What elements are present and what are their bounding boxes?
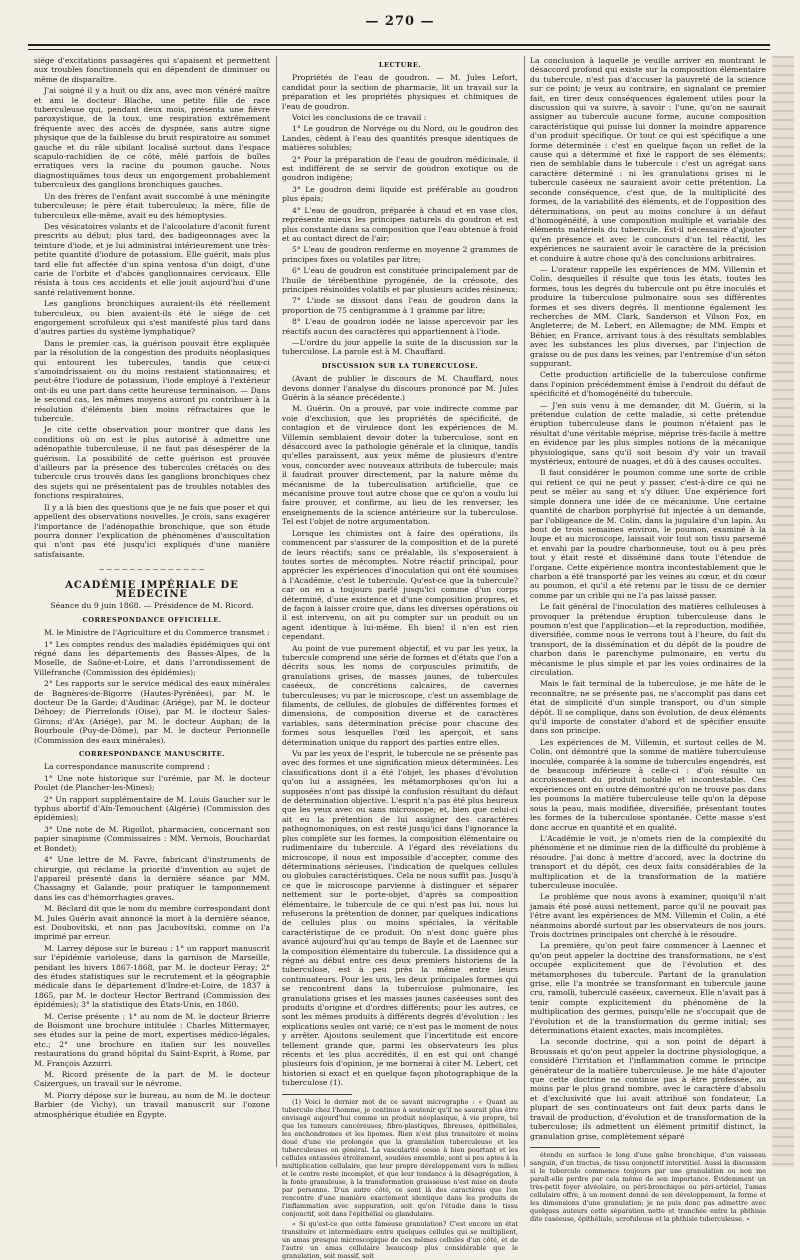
paragraph: Le problème que nous avons à examiner, quoiqu'il n'ait jamais été posé aussi nettement, parce qu'il ne pouvait pas l'être avant les expériences de MM. Villemin et Colin, a été néanmoins abordé surtout par les observateurs de nos jours. Trois doctrines principales ont cherché à le résoudre. <box>530 892 766 939</box>
paragraph: 2° Les rapports sur le service médical des eaux minérales de Bagnères-de-Bigorre (Hautes-Pyrénées), par M. le docteur De la Garde; d'Audinac (Ariége), par M. le docteur Déhoey; de Pierrefonds (Oise), par M. le docteur Sales-Girons; d'Ax (Ariége), par M. le docteur Auphan; de la Bourboule (Puy-de-Dôme), par M. le docteur Perionnelle (Commission des eaux minérales). <box>34 679 270 745</box>
paragraph: M. Larrey dépose sur le bureau : 1° un rapport manuscrit sur l'épidémie varioleuse, dans la garnison de Marseille, pendant les hivers 1867-1868, par M. le docteur Feray; 2° des études statistiques sur le recrutement et la géographie médicale dans le département d'Indre-et-Loire, de 1837 à 1865, par M. le docteur Hector Bertrand (Commission des épidémies); 3° la statistique des États-Unis, en 1860. <box>34 943 270 1010</box>
paragraph: —L'ordre du jour appelle la suite de la discussion sur la tuberculose. La parole est à M. Chauffard. <box>282 337 518 357</box>
column-2 <box>282 56 518 1260</box>
paragraph: 5° L'eau de goudron renferme en moyenne 2 grammes de principes fixes ou volatiles par litre; <box>282 245 518 264</box>
subsection-title: LECTURE. <box>378 61 422 69</box>
footnote: (1) Voici le dernier mot de ce savant micrographe : « Quant au tubercule chez l'homme, je continue à soutenir qu'il ne saurait plus être envisagé aujourd'hui comme un produit néoplasique, à vie propre, tel que les tumeurs cancéreuses, fibro-plastiques, fibreuses, épithéliales, les enchondromes et les lipomes. Rien n'est plus transitoire et moins doué d'une vie prolongée que la granulation tuberculeuse et les tuberculeuses en général. La vascularité cesse à bien pourtant et les cellules entassées étroitement, soudées ensemble, sont si peu aptes à la multiplication cellulaire, que leur propre développement vers le milieu et le centre reste incomplet, et que leur tendance à la désagrégation, à la fonte granuleuse, à la transformation graisseuse n'est mise en doute par personne. D'un autre côté, ce sont là des caractères que l'on rencontre d'une manière exactement identique dans les produits de l'inflammation avec suppuration, soit qu'on l'étudie dans le tissu conjonctif, soit dans l'épithélial ou glandulaire. <box>282 1097 518 1218</box>
header-rule-thin <box>28 49 770 50</box>
paragraph: 1° Les comptes rendus des maladies épidémiques qui ont régné dans les départements des Basses-Alpes, de la Moselle, de Saône-et-Loire, et dans l'arrondissement de Villefranche (Commission des épidémies); <box>34 639 270 677</box>
session-line: Séance du 9 juin 1868. — Présidence de M. Ricord. <box>50 601 254 611</box>
paragraph: Des vésicatoires volants et de l'alcoolature d'aconit furent prescrits au début; plus tard, des badigeonnages avec la teinture d'iode, et je lui administrai intérieurement une très-petite quantité d'iodure de potassium. Elle guérit, mais plus tard elle fut affectée d'un spina ventosa d'un doigt, d'une carie de l'orbite et d'abcès ganglionnaires cervicaux. Elle résista à tous ces accidents et elle jouit aujourd'hui d'une santé relativement bonne. <box>34 221 270 297</box>
paragraph: siége d'excitations passagères qui s'apaisent et permettent aux troubles fonctionnels qui en dépendent de diminuer ou même de disparaître. <box>34 56 270 84</box>
column-divider <box>524 56 525 1167</box>
paragraph: Mais le fait terminal de la tuberculose, je me hâte de le reconnaître, ne se présente pas, ne s'accomplit pas dans cet état de simplicité d'un simple transport, ou d'un simple dépôt. Il se complique, dans son évolution, de deux éléments qu'il importe de constater d'abord et de spécifier ensuite dans son principe. <box>530 679 766 736</box>
paragraph: Le fait général de l'inoculation des matières celluleuses à provoquer la prétendue éruption tuberculeuse dans le poumon n'est que l'application—et la reproduction, modifiée, diversifiée, comme nous le verrons tout à l'heure, du fait du transport, de la dissémination et du dépôt de la poudre de charbon dans le parenchyme pulmonaire, en vertu du mécanisme le plus simple et par les voies ordinaires de la circulation. <box>530 602 766 677</box>
paragraph: La seconde doctrine, qui a son point de départ à Broussais et qu'on peut appeler la doctrine physiologique, a considéré l'irritation et l'inflammation comme le principe générateur de la matière tuberculeuse. Je me hâte d'ajouter que cette doctrine ne continue pas à être professée, au moins par le plus grand nombre, avec le caractère d'absolu et d'exclusivité que lui avait attribué son fondateur. La plupart de ses continuateurs ont fait deux parts dans le travail de production, d'évolution et de transformation de la tuberculose; ils admettent un élément primitif distinct, la granulation grise, complètement séparé <box>530 1037 766 1141</box>
paragraph: (Avant de publier le discours de M. Chauffard, nous devons donner l'analyse du discours prononcé par M. Jules Guérin à la séance précédente.) <box>282 374 518 402</box>
subsection-title: CORRESPONDANCE MANUSCRITE. <box>79 750 225 759</box>
paragraph: M. Ricord présente de la part de M. le docteur Caizergues, un travail sur le névrome. <box>34 1070 270 1089</box>
paragraph: La conclusion à laquelle je veuille arriver en montrant le désaccord profond qui existe sur la composition élémentaire du tubercule, n'est pas d'accuser la pauvreté de la science sur ce point; je veux au contraire, en signalant ce premier fait, en tirer deux conséquences également utiles pour la discussion qui va suivre, à savoir : l'une, qu'on ne saurait assigner au tubercule aucune forme, aucune composition caractéristique qui puisse lui donner la moindre apparence d'un produit spécifique. Or tout ce qui est spécifique a une forme déterminée : c'est en quelque façon un reflet de la cause qui a déterminé et fixé le rapport de ses éléments; rien de semblable dans le tubercule : c'est un agrégat sans caractère déterminé : ni les granulations grises ni le tubercule caséeux ne sauraient avoir cette prétention. La seconde conséquence, c'est que, de la multiplicité des formes, de la variabilité des éléments, et de l'opposition des déterminations, on peut au moins conclure à un défaut d'homogénéité, à une composition multiple et variable des éléments matériels du tubercule. Est-il nécessaire d'ajouter qu'en présence et avec le concours d'un tel réactif, les expériences ne sauraient avoir le caractère de la précision et conduire à autre chose qu'à des conclusions arbitraires. <box>530 56 766 263</box>
paragraph: M. Béclard dit que le nom du membre correspondant dont M. Jules Guérin avait annoncé la mort à la dernière séance, est Doubovitski, et non pas Jacubovitski, comme on l'a imprimé par erreur. <box>34 904 270 942</box>
paragraph: L'Académie le voit, je n'omets rien de la complexité du phénomène et ne diminue rien de la difficulté du problème à résoudre. J'ai donc à mettre d'accord, avec la doctrine du transport et du dépôt, ces deux faits considérables de la multiplication et de la transformation de la matière tuberculeuse inoculée. <box>530 833 766 890</box>
header-rule <box>28 44 770 46</box>
footnote-rule <box>282 1094 352 1095</box>
paragraph: Propriétés de l'eau de goudron. — M. Jules Lefort, candidat pour la section de pharmacie, lit un travail sur la préparation et les propriétés physiques et chimiques de l'eau de goudron. <box>282 73 518 111</box>
paragraph: Il faut considérer le poumon comme une sorte de crible qui retient ce qui ne peut y passer, c'est-à-dire ce qui ne peut se mêler au sang et s'y diluer. Une expérience fort simple donnera une idée de ce mécanisme. Une certaine quantité de charbon porphyrisé fut injectée à un demande, par l'obligeance de M. Colin, dans la jugulaire d'un lapin. Au bout de trois semaines environ, le poumon, examiné à la loupe et au microscope, laissait voir tout son tissu parsemé et envahi par la poudre charbonneuse, tout ou à peu près tout y était resté et disséminé dans toute l'étendue de l'organe. Cette expérience montra incontestablement que le charbon a été transporté par les veines au cœur, et du cœur au poumon, et qu'il a été retenu par le tissu de ce dernier comme par un crible qui ne l'a pas laissé passer. <box>530 468 766 600</box>
subsection-title: DISCUSSION SUR LA TUBERCULOSE. <box>321 361 479 370</box>
footnote: « Si qu'est-ce que cette fameuse granulation? C'est encore un état transitoire et intermédiaire entre quelques cellules qui se multiplient, un amas presque microscopique de ces mêmes cellules d'un côté, et de l'autre un amas cellulaire beaucoup plus considérable que le granulation, soit massif, soit <box>282 1219 518 1260</box>
paragraph: Un des frères de l'enfant avait succombé à une méningite tuberculeuse; le père était tuberculeux; la mère, fille de tuberculeux elle-même, avait eu des hémoptysies. <box>34 191 270 220</box>
paragraph: La première, qu'on peut faire commencer à Laennec et qu'on peut appeler la doctrine des transformations, ne s'est occupée explicitement que de l'évolution et des métamorphoses du tubercule. Partant de la granulation grise, elle l'a montrée se transformant en tubercule jaune cru, ramolli, tuberculé caséeux, caverneux. Elle n'avait pas à tenir compte explicitement du phénomène de la multiplication des germes, puisqu'elle ne s'occupait que de l'évolution et de la transformation du germe initial; ses déterminations étaient exactes, mais incomplètes. <box>530 941 766 1036</box>
paragraph: M. Piorry dépose sur le bureau, au nom de M. le docteur Barbier (de Vichy), un travail manuscrit sur l'ozone atmosphérique étudiée en Égypte. <box>34 1090 270 1119</box>
ornamental-divider: ~~~~~~~~~~~~~~ <box>98 565 206 575</box>
paragraph: Lorsque les chimistes ont à faire des opérations, ils commencent par s'assurer de la composition et de la pureté de leurs réactifs; sans ce préalable, ils s'exposeraient à toutes sortes de mécomptes. Notre réactif principal, pour apprécier les expériences d'inoculation qui ont été soumises à l'Académie, c'est le tubercule. Qu'est-ce que la tubercule? car on en a toujours parlé jusqu'ici comme d'un corps déterminé, d'une existence et d'une composition propres, et de façon à laisser croire que, dans les diverses opérations où il est intervenu, on ait pu compter sur un produit ou un agent identique à lui-même. Eh bien! il n'en est rien cependant. <box>282 528 518 642</box>
paragraph: 1° Une note historique sur l'urémie, par M. le docteur Poulet (de Plancher-les-Mines); <box>34 773 270 793</box>
paragraph: Les expériences de M. Villemin, et surtout celles de M. Colin, ont démontré que la somme de matière tuberculeuse inoculée, comparée à la somme de tubercules engendrés, est de beaucoup inférieure à celle-ci : d'où résulte un accroissement du produit notable et incontestable. Ces expériences ont en outre démontré qu'on ne trouve pas dans les poumons la matière tuberculeuse telle qu'on la dépose sous la peau, mais modifiée, diversifiée, présentant toutes les formes de la tuberculose spontanée. Cette masse s'est donc accrue en quantité et en qualité. <box>530 737 766 832</box>
paragraph: 3° Le goudron demi liquide est préférable au goudron plus épais; <box>282 184 518 204</box>
column-3 <box>530 56 766 1223</box>
paragraph: Voici les conclusions de ce travail : <box>292 113 427 123</box>
footnote-rule <box>530 1147 600 1148</box>
paragraph: 2° Pour la préparation de l'eau de goudron médicinale, il est indifférent de se servir de goudron exotique ou de goudron indigène; <box>282 154 518 183</box>
column-1 <box>34 56 270 1167</box>
column-divider <box>276 56 277 1167</box>
paragraph: 6° L'eau de goudron est constituée principalement par de l'huile de térébenthine pyrogénée, de la créosote, des principes résinoïdes volatils et par plusieurs acides résineux; <box>282 266 518 294</box>
paragraph: Les ganglions bronchiques auraient-ils été réellement tuberculeux, ou bien avaient-ils été le siége de cet engorgement scrofuleux qui s'est manifesté plus tard dans d'autres parties du système lymphatique? <box>34 299 270 337</box>
page-number: — 270 — <box>365 14 435 29</box>
paragraph: Cette production artificielle de la tuberculose confirme dans l'opinion précédemment émise à l'endroit du défaut de spécificité et d'homogénéité du tubercule. <box>530 370 766 399</box>
paragraph: 1° Le goudron de Norvége ou du Nord, ou le goudron des Landes, cèdent à l'eau des quantités presque identiques de matières solubles; <box>282 124 518 153</box>
paragraph: La correspondance manuscrite comprend : <box>44 762 210 772</box>
paragraph: Vu par les yeux de l'esprit, le tubercule ne se présente pas avec des formes et une signification mieux déterminées. Les classifications dont il a été l'objet, les phases d'évolution qu'on lui a assignées, les métamorphoses qu'on lui a supposées n'ont pas dissipé la confusion résultant du défaut de détermination objective. L'esprit n'a pas été plus heureux que les yeux avec ou sans microscope; et, bien que celui-ci ait eu la prétention de lui assigner des caractères pathognomoniques, on est resté jusqu'ici dans l'ignorance la plus complète sur les formes, la composition élémentaire ou rudimentaire du tubercule. A l'égard des révélations du microscope, il nous est impossible d'accepter, comme des déterminations sérieuses, l'indication de quelques cellules ou globules caractéristiques. Cela ne nous suffit pas. Jusqu'à ce que le microscope parvienne à distinguer et séparer nettement sur le porte-objet, d'après sa composition élémentaire, le tubercule de ce qui n'est pas lui, nous lui refuserons la prétention de donner, par quelques indications de cellules plus ou moins spéciales, la véritable caractéristique de ce produit. On n'est donc guère plus avancé aujourd'hui qu'au temps de Bayle et de Laennec sur la composition élémentaire du tubercule. La dissidence qui a régné au début entre ces deux premiers historiens de la tuberculose, est à peu près la même entre leurs continuateurs. Pour les uns, les deux principales formes qui se rencontrent dans la tuberculose pulmonaire, les granulations grises et les masses jaunes caséeuses sont des produits d'origine et d'ordres différents; pour les autres, ce sont les mêmes produits à différents degrés d'évolution : les explications seules ont varié; ce n'est pas le moment de nous y arrêter. Ajoutons seulement que l'incertitude est encore tellement grande que, parmi les observateurs les plus récents et les plus accrédités, il en est qui ont changé plusieurs fois d'opinion, je me bornerai à citer M. Lebert, cet historien si exact et en quelque façon photographique de la tuberculose (1). <box>282 749 518 1088</box>
paragraph: 2° Un rapport supplémentaire de M. Louis Gaucher sur le typhus abortif d'Aïn-Temouchent (Algérie) (Commission des épidémies); <box>34 794 270 823</box>
paragraph: 3° Une note de M. Rigollot, pharmacien, concernant son papier sinapisme (Commissaires : MM. Vernois, Bouchardat et Bondet); <box>34 824 270 853</box>
page-edge-shadow <box>772 56 794 1167</box>
paragraph: 7° L'iode se dissout dans l'eau de goudron dans la proportion de 75 centigramme à 1 gramme par litre; <box>282 296 518 315</box>
paragraph: M. le Ministre de l'Agriculture et du Commerce transmet : <box>44 628 270 638</box>
paragraph: Au point de vue purement objectif, et vu par les yeux, la tubercule comprend une série de formes et d'états que l'on a décrits sous les noms de corpuscules primitifs, de granulations grises, de masses jaunes, de tubercules caséeux, de concrétions calcaires, de cavernes tuberculeuses; vu par le microscope, c'est un assemblage de filaments, de cellules, de globules de différentes formes et dimensions, de composition diverse et de caractères variables, sans détermination précise pour chacune des formes sous lesquelles l'œil les aperçoit, et sans détermination unique du rapport des parties entre elles. <box>282 643 518 747</box>
paragraph: 4° L'eau de goudron, préparée à chaud et en vase clos, représente mieux les principes naturels du goudron et est plus constante dans sa composition que l'eau obtenue à froid et au contact direct de l'air; <box>282 205 518 243</box>
section-title: ACADÉMIE IMPÉRIALE DE MÉDECINE <box>65 579 239 600</box>
paragraph: — J'en suis venu à me demander, dit M. Guérin, si la prétendue culation de cette maladie, si cette prétendue éruption tuberculeuse dans le poumon n'étaient pas le résultat d'une véritable méprise, méprise très-facile à mettre en évidence par les plus simples notions de la mécanique physiologique, sans qu'il soit besoin d'y voir un travail mystérieux, entouré de nuages, et dû à des causes occultes. <box>530 400 766 467</box>
footnote-continuation: étendu en surface le long d'une gaîne bronchique, d'un vaisseau sanguin, d'un tractus, de tissu conjonctif interstitiel. Aussi la discussion si le tubercule commence toujours par une granulation ou non me paraît-elle perdre par cela même de son importance. Évidemment un très-petit foyer alvéolaire, ou péri-bronchique ou péri-artériel, l'amas cellulaire offre, à un moment donné de son développement, la forme et les dimensions d'une granulation; je ne puis donc pas admettre avec quelques auteurs cette séparation nette et tranchée entre la phthisie dite caséeuse, épithéliale, scrofuleuse et la phthisie tuberculeuse. » <box>530 1150 766 1223</box>
paragraph: Il y a là bien des questions que je ne fais que poser et qui appellent des observations nouvelles. Je crois, sans exagérer l'importance de l'adénopathie bronchique, que son étude pourra donner l'explication de phénomènes d'auscultation qui n'ont pas été jusqu'ici expliqués d'une manière satisfaisante. <box>34 502 270 559</box>
paragraph: J'ai soigné il y a huit ou dix ans, avec mon vénéré maître et ami le docteur Blache, une petite fille de race tuberculeuse qui, pendant deux mois, présenta une fièvre paroxystique, de la toux, une respiration extrêmement fréquente avec des accès de dyspnée, sans autre signe physique que de la faiblesse du bruit respiratoire au sommet gauche et du râle sibilant localisé surtout dans l'espace scapulo-rachidien de ce côté, mêlé parfois de bulles erratiques vers la racine du poumon gauche. Nous diagnostiquâmes tous deux un engorgement probablement tuberculeux des ganglions bronchiques gauches. <box>34 86 270 190</box>
paragraph: Dans le premier cas, la guérison pouvait être expliquée par la résolution de la congestion des produits néoplasiques qui entourent les tubercules, tandis que ceux-ci s'amoindrissaient ou du moins restaient stationnaires; et peut-être l'iodure de potassium, l'iode employé à l'extérieur ont-ils eu une part dans cette heureuse terminaison. — Dans le second cas, les mêmes moyens auront pu contribuer à la résolution d'éléments bien moins réfractaires que le tubercule. <box>34 338 270 424</box>
paragraph: 4° Une lettre de M. Favre, fabricant d'instruments de chirurgie, qui réclame la priorité d'invention au sujet de l'appareil présenté dans la dernière séance par MM. Chassagny et Galande, pour pratiquer le tamponnement dans les cas d'hémorrhagies graves. <box>34 855 270 902</box>
paragraph: — L'orateur rappelle les expériences de MM. Villemin et Colin, desquelles il résulte que tous les états, toutes les formes, tous les degrés du tubercule ont pu être inoculés et produire la tuberculose pulmonaire sous ses différentes formes et ses divers degrés. Il mentionne également les recherches de MM. Clark, Sanderson et Vilson Fox, en Angleterre; de M. Lebert, en Allemagne; de MM. Empis et Béhier, en France, arrivant tous à des résultats semblables avec les substances les plus diverses, par l'injection de graisse ou de pus dans les veines, par l'entremise d'un séton suppurant. <box>530 264 766 368</box>
paragraph: M. Cerise présente : 1° au nom de M. le docteur Brierre de Boismont une brochure intitulée : Charles Mittermayer, ses études sur la peine de mort, expertises médico-légales, etc.; 2° une brochure en italien sur les nouvelles restaurations du grand hôpital du Saint-Esprit, à Rome, par M. François Azzurri. <box>34 1011 270 1068</box>
paragraph: Je cite cette observation pour montrer que dans les conditions où on est le plus autorisé à admettre une adénopathie tuberculeuse, il ne faut pas désespérer de la guérison. La possibilité de cette guérison est prouvée d'ailleurs par la présence des tubercules crétacés ou des tubercule crus trouvés dans les ganglions bronchiques chez des sujets qui ne présentaient pas de troubles notables des fonctions respiratoires. <box>34 425 270 501</box>
paragraph: 8° L'eau de goudron iodée ne laisse apercevoir par les réactifs aucun des caractères qui appartiennent à l'iode. <box>282 317 518 336</box>
paragraph: M. Guérin. On a prouvé, par voie indirecte comme par voie d'exclusion, que les propriétés de spécificité, de contagion et de virulence dont les expériences de M. Villemin semblaient devoir doter la tuberculose, sont en désaccord avec la pathologie générale et la clinique, tandis qu'elles paraissent, aux yeux même de plusieurs d'entre vous, concorder avec nouveaux attributs de tubercule; mais il faudrait prouver directement, par la nature même du mécanisme de la tuberculisation artificielle, que ce mécanisme prouve tout autre chose que ce qu'on a voulu lui faire prouver, et confirme, au lieu de les renverser, les enseignements de la science antérieure sur la tuberculose. Tel est l'objet de notre argumentation. <box>282 404 518 527</box>
subsection-title: CORRESPONDANCE OFFICIELLE. <box>82 615 222 624</box>
